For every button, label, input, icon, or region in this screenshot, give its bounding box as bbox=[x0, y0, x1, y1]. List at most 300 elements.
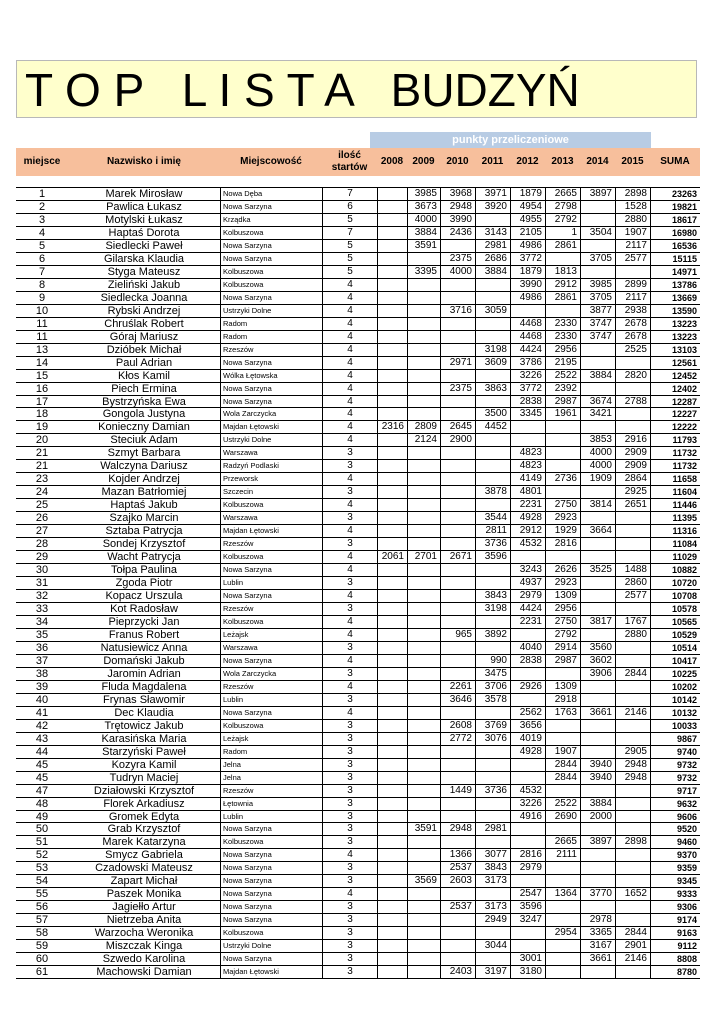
place-cell: 32 bbox=[35, 590, 49, 602]
table-row bbox=[16, 914, 700, 927]
year-2009-cell bbox=[407, 720, 440, 732]
sum-cell: 10033 bbox=[650, 720, 700, 732]
city-cell: Warszawa bbox=[220, 447, 322, 459]
year-2014-cell: 3884 bbox=[580, 370, 615, 382]
table-row bbox=[16, 383, 700, 396]
year-2013-cell: 2798 bbox=[545, 201, 580, 213]
place-cell: 29 bbox=[35, 551, 49, 564]
year-2010-cell: 2671 bbox=[440, 551, 475, 563]
year-2011-cell: 3198 bbox=[475, 344, 510, 356]
year-2012-cell: 3226 bbox=[510, 370, 545, 382]
year-2012-cell: 3772 bbox=[510, 253, 545, 265]
name-cell: Marek Mirosław bbox=[105, 188, 183, 200]
name-cell: Frynas Sławomir bbox=[103, 693, 185, 706]
year-2009-cell bbox=[407, 460, 440, 472]
year-2013-cell: 1813 bbox=[545, 266, 580, 278]
year-2011-cell bbox=[475, 798, 510, 810]
year-2012-cell: 4955 bbox=[510, 214, 545, 226]
year-2013-cell: 2923 bbox=[545, 577, 580, 589]
year-2011-cell: 3044 bbox=[475, 940, 510, 952]
year-2011-cell bbox=[475, 953, 510, 965]
place-cell: 59 bbox=[35, 940, 49, 953]
name-cell: Piech Ermina bbox=[111, 382, 177, 395]
year-2009-cell bbox=[407, 318, 440, 330]
table-row bbox=[16, 408, 700, 421]
year-2012-cell: 3243 bbox=[510, 564, 545, 576]
year-2013-cell: 2111 bbox=[545, 849, 580, 861]
table-row bbox=[16, 862, 700, 875]
year-2013-cell: 1309 bbox=[545, 590, 580, 602]
year-2013-cell bbox=[545, 966, 580, 978]
year-2015-cell bbox=[615, 849, 650, 861]
year-2010-cell: 2772 bbox=[440, 733, 475, 745]
year-2013-cell: 1364 bbox=[545, 888, 580, 900]
city-cell: Nowa Sarzyna bbox=[220, 823, 322, 835]
year-2013-cell: 2987 bbox=[545, 396, 580, 408]
year-2014-cell: 3560 bbox=[580, 642, 615, 654]
name-cell: Zgoda Piotr bbox=[115, 577, 173, 590]
year-2010-cell bbox=[440, 473, 475, 485]
year-2008-cell bbox=[377, 642, 407, 654]
place-cell: 19 bbox=[35, 421, 49, 434]
city-cell: Kolbuszowa bbox=[220, 927, 322, 939]
table-row bbox=[16, 188, 700, 201]
year-2008-cell: 2316 bbox=[377, 421, 407, 433]
name-cell: Nietrzeba Anita bbox=[106, 914, 182, 927]
year-2008-cell bbox=[377, 344, 407, 356]
starts-cell: 4 bbox=[322, 888, 377, 900]
year-2013-cell: 2665 bbox=[545, 188, 580, 200]
year-2015-cell bbox=[615, 694, 650, 706]
year-2010-cell bbox=[440, 655, 475, 667]
year-2010-cell bbox=[440, 772, 475, 784]
name-cell: Tołpa Paulina bbox=[110, 564, 178, 577]
starts-cell: 3 bbox=[322, 798, 377, 810]
year-2013-cell: 2861 bbox=[545, 292, 580, 304]
year-2015-cell: 2117 bbox=[615, 292, 650, 304]
city-cell: Nowa Sarzyna bbox=[220, 655, 322, 667]
year-2012-cell: 4954 bbox=[510, 201, 545, 213]
year-2012-cell: 3180 bbox=[510, 966, 545, 978]
year-2010-cell: 2900 bbox=[440, 434, 475, 446]
name-cell: Tudryn Maciej bbox=[109, 771, 179, 784]
table-row bbox=[16, 927, 700, 940]
year-2014-cell: 3906 bbox=[580, 668, 615, 680]
year-2011-cell bbox=[475, 434, 510, 446]
year-2011-cell bbox=[475, 564, 510, 576]
year-2010-cell bbox=[440, 525, 475, 537]
starts-cell: 3 bbox=[322, 927, 377, 939]
name-cell: Domański Jakub bbox=[103, 654, 185, 667]
year-2008-cell bbox=[377, 681, 407, 693]
year-2013-cell: 2816 bbox=[545, 538, 580, 550]
name-cell: Styga Mateusz bbox=[107, 265, 181, 278]
year-2009-cell bbox=[407, 279, 440, 291]
place-cell: 10 bbox=[35, 304, 49, 317]
year-2010-cell bbox=[440, 707, 475, 719]
place-cell: 60 bbox=[35, 953, 49, 966]
year-2014-cell bbox=[580, 849, 615, 861]
year-2014-cell: 3525 bbox=[580, 564, 615, 576]
year-2008-cell bbox=[377, 396, 407, 408]
starts-cell: 3 bbox=[322, 966, 377, 978]
place-cell: 54 bbox=[35, 875, 49, 888]
year-2014-cell bbox=[580, 603, 615, 615]
ranking-table bbox=[16, 187, 700, 979]
year-2012-cell: 4801 bbox=[510, 486, 545, 498]
year-2012-cell: 3772 bbox=[510, 383, 545, 395]
sum-cell: 11029 bbox=[650, 551, 700, 563]
year-2012-cell: 3345 bbox=[510, 408, 545, 420]
year-2010-cell bbox=[440, 396, 475, 408]
starts-cell: 3 bbox=[322, 720, 377, 732]
name-cell: Kopacz Urszula bbox=[105, 590, 183, 602]
year-2013-cell bbox=[545, 253, 580, 265]
year-2012-cell: 4823 bbox=[510, 447, 545, 459]
year-2012-cell bbox=[510, 434, 545, 446]
year-2008-cell bbox=[377, 823, 407, 835]
year-2009-cell: 2701 bbox=[407, 551, 440, 563]
starts-cell: 4 bbox=[322, 370, 377, 382]
year-2014-cell: 3664 bbox=[580, 525, 615, 537]
name-cell: Florek Arkadiusz bbox=[103, 797, 185, 810]
sum-cell: 9717 bbox=[650, 785, 700, 797]
header-2010: 2010 bbox=[446, 156, 469, 167]
name-cell: Sztaba Patrycja bbox=[105, 525, 183, 538]
year-2008-cell bbox=[377, 914, 407, 926]
year-2012-cell bbox=[510, 421, 545, 433]
year-2012-cell bbox=[510, 305, 545, 317]
year-2008-cell bbox=[377, 292, 407, 304]
year-2009-cell bbox=[407, 370, 440, 382]
city-cell: Nowa Sarzyna bbox=[220, 901, 322, 913]
place-cell: 11 bbox=[36, 330, 48, 343]
year-2013-cell: 2690 bbox=[545, 811, 580, 823]
starts-cell: 4 bbox=[322, 655, 377, 667]
year-2011-cell: 3544 bbox=[475, 512, 510, 524]
year-2008-cell bbox=[377, 616, 407, 628]
year-2009-cell bbox=[407, 253, 440, 265]
name-cell: Starzyński Paweł bbox=[102, 745, 186, 758]
starts-cell: 3 bbox=[322, 642, 377, 654]
table-row bbox=[16, 512, 700, 525]
year-2015-cell: 2860 bbox=[615, 577, 650, 589]
year-2008-cell bbox=[377, 240, 407, 252]
year-2015-cell: 2948 bbox=[615, 772, 650, 784]
year-2010-cell: 2603 bbox=[440, 875, 475, 887]
year-2013-cell: 1 bbox=[545, 227, 580, 239]
year-2009-cell bbox=[407, 681, 440, 693]
city-cell: Nowa Sarzyna bbox=[220, 240, 322, 252]
year-2013-cell: 2522 bbox=[545, 798, 580, 810]
starts-cell: 3 bbox=[322, 772, 377, 784]
table-row bbox=[16, 473, 700, 486]
sum-cell: 10708 bbox=[650, 590, 700, 602]
name-cell: Gongola Justyna bbox=[102, 408, 186, 421]
sum-cell: 9732 bbox=[650, 772, 700, 784]
table-row bbox=[16, 694, 700, 707]
starts-cell: 4 bbox=[322, 525, 377, 537]
year-2010-cell: 3968 bbox=[440, 188, 475, 200]
year-2015-cell bbox=[615, 798, 650, 810]
year-2012-cell: 3656 bbox=[510, 720, 545, 732]
sum-cell: 13103 bbox=[650, 344, 700, 356]
sum-cell: 13590 bbox=[650, 305, 700, 317]
year-2015-cell bbox=[615, 383, 650, 395]
table-row bbox=[16, 434, 700, 447]
name-cell: Kot Radosław bbox=[110, 603, 178, 615]
year-2010-cell: 4000 bbox=[440, 266, 475, 278]
year-2008-cell bbox=[377, 214, 407, 226]
year-2012-cell: 4019 bbox=[510, 733, 545, 745]
year-2013-cell bbox=[545, 486, 580, 498]
year-2013-cell: 2736 bbox=[545, 473, 580, 485]
city-cell: Nowa Sarzyna bbox=[220, 253, 322, 265]
year-2015-cell: 2901 bbox=[615, 940, 650, 952]
year-2011-cell: 3500 bbox=[475, 408, 510, 420]
year-2015-cell bbox=[615, 862, 650, 874]
year-2013-cell: 2330 bbox=[545, 318, 580, 330]
place-cell: 3 bbox=[38, 213, 46, 226]
year-2008-cell bbox=[377, 538, 407, 550]
year-2013-cell: 2987 bbox=[545, 655, 580, 667]
year-2009-cell bbox=[407, 798, 440, 810]
name-cell: Grab Krzysztof bbox=[107, 823, 181, 836]
year-2011-cell: 2949 bbox=[475, 914, 510, 926]
name-cell: Rybski Andrzej bbox=[107, 304, 181, 317]
year-2014-cell bbox=[580, 733, 615, 745]
city-cell: Ustrzyki Dolne bbox=[220, 434, 322, 446]
year-2010-cell bbox=[440, 447, 475, 459]
year-2015-cell: 2525 bbox=[615, 344, 650, 356]
year-2009-cell bbox=[407, 966, 440, 978]
year-2011-cell bbox=[475, 447, 510, 459]
starts-cell: 4 bbox=[322, 434, 377, 446]
starts-cell: 3 bbox=[322, 447, 377, 459]
year-2009-cell bbox=[407, 538, 440, 550]
year-2012-cell bbox=[510, 694, 545, 706]
name-cell: Szmyt Barbara bbox=[107, 447, 181, 460]
year-2011-cell: 3578 bbox=[475, 694, 510, 706]
year-2014-cell: 3705 bbox=[580, 292, 615, 304]
year-2015-cell: 1488 bbox=[615, 564, 650, 576]
year-2013-cell bbox=[545, 720, 580, 732]
year-2008-cell bbox=[377, 383, 407, 395]
year-2015-cell: 2916 bbox=[615, 434, 650, 446]
year-2014-cell bbox=[580, 629, 615, 641]
sum-cell: 10514 bbox=[650, 642, 700, 654]
name-cell: Sondej Krzysztof bbox=[102, 538, 186, 551]
place-cell: 27 bbox=[35, 525, 49, 538]
name-cell: Walczyna Dariusz bbox=[100, 460, 188, 473]
table-row bbox=[16, 227, 700, 240]
year-2009-cell bbox=[407, 746, 440, 758]
year-2010-cell: 3990 bbox=[440, 214, 475, 226]
year-2009-cell bbox=[407, 577, 440, 589]
year-2012-cell: 2562 bbox=[510, 707, 545, 719]
year-2009-cell bbox=[407, 849, 440, 861]
starts-cell: 5 bbox=[322, 253, 377, 265]
year-2011-cell bbox=[475, 318, 510, 330]
year-2010-cell bbox=[440, 836, 475, 848]
name-cell: Zapart Michał bbox=[110, 875, 178, 888]
year-2010-cell bbox=[440, 642, 475, 654]
year-2015-cell bbox=[615, 357, 650, 369]
city-cell: Kolbuszowa bbox=[220, 227, 322, 239]
points-header: punkty przeliczeniowe bbox=[370, 132, 651, 148]
place-cell: 45 bbox=[35, 771, 49, 784]
city-cell: Ustrzyki Dolne bbox=[220, 305, 322, 317]
year-2009-cell bbox=[407, 473, 440, 485]
year-2009-cell bbox=[407, 486, 440, 498]
starts-cell: 4 bbox=[322, 707, 377, 719]
year-2010-cell bbox=[440, 370, 475, 382]
place-cell: 23 bbox=[35, 473, 49, 486]
city-cell: Radom bbox=[220, 318, 322, 330]
year-2008-cell bbox=[377, 603, 407, 615]
year-2014-cell bbox=[580, 694, 615, 706]
year-2010-cell: 2608 bbox=[440, 720, 475, 732]
year-2012-cell bbox=[510, 551, 545, 563]
year-2015-cell: 2899 bbox=[615, 279, 650, 291]
name-cell: Miszczak Kinga bbox=[105, 940, 183, 953]
city-cell: Przeworsk bbox=[220, 473, 322, 485]
city-cell: Nowa Sarzyna bbox=[220, 396, 322, 408]
starts-cell: 3 bbox=[322, 940, 377, 952]
year-2014-cell: 3602 bbox=[580, 655, 615, 667]
city-cell: Rzeszów bbox=[220, 785, 322, 797]
year-2015-cell: 2788 bbox=[615, 396, 650, 408]
year-2015-cell: 2844 bbox=[615, 668, 650, 680]
sum-cell: 10202 bbox=[650, 681, 700, 693]
year-2012-cell: 2838 bbox=[510, 655, 545, 667]
header-name: Nazwisko i imię bbox=[107, 156, 181, 167]
year-2014-cell: 4000 bbox=[580, 447, 615, 459]
sum-cell: 9112 bbox=[650, 940, 700, 952]
name-cell: Haptaś Dorota bbox=[108, 226, 180, 239]
year-2009-cell bbox=[407, 525, 440, 537]
table-row bbox=[16, 292, 700, 305]
starts-cell: 4 bbox=[322, 421, 377, 433]
starts-cell: 3 bbox=[322, 694, 377, 706]
year-2015-cell bbox=[615, 811, 650, 823]
year-2015-cell bbox=[615, 538, 650, 550]
year-2008-cell bbox=[377, 720, 407, 732]
place-cell: 8 bbox=[38, 278, 46, 291]
place-cell: 6 bbox=[38, 252, 46, 265]
year-2008-cell bbox=[377, 759, 407, 771]
sum-cell: 11732 bbox=[650, 460, 700, 472]
year-2013-cell bbox=[545, 901, 580, 913]
table-row bbox=[16, 201, 700, 214]
year-2008-cell bbox=[377, 629, 407, 641]
year-2014-cell: 3421 bbox=[580, 408, 615, 420]
sum-cell: 11732 bbox=[650, 447, 700, 459]
year-2009-cell bbox=[407, 953, 440, 965]
header-2008: 2008 bbox=[380, 156, 404, 167]
year-2008-cell bbox=[377, 512, 407, 524]
starts-cell: 3 bbox=[322, 914, 377, 926]
year-2014-cell bbox=[580, 720, 615, 732]
year-2011-cell: 4452 bbox=[475, 421, 510, 433]
year-2010-cell: 2375 bbox=[440, 253, 475, 265]
starts-cell: 4 bbox=[322, 551, 377, 563]
year-2014-cell bbox=[580, 966, 615, 978]
sum-cell: 15115 bbox=[650, 253, 700, 265]
year-2008-cell bbox=[377, 357, 407, 369]
sum-cell: 9732 bbox=[650, 759, 700, 771]
table-row bbox=[16, 875, 700, 888]
year-2015-cell: 2117 bbox=[615, 240, 650, 252]
year-2012-cell: 1879 bbox=[510, 266, 545, 278]
year-2015-cell: 2678 bbox=[615, 331, 650, 343]
year-2009-cell bbox=[407, 564, 440, 576]
name-cell: Góraj Mariusz bbox=[109, 330, 179, 343]
year-2014-cell bbox=[580, 383, 615, 395]
name-cell: Jagiełło Artur bbox=[112, 901, 176, 914]
place-cell: 48 bbox=[35, 797, 49, 810]
year-2010-cell: 2948 bbox=[440, 201, 475, 213]
year-2012-cell: 4149 bbox=[510, 473, 545, 485]
sum-cell: 14971 bbox=[650, 266, 700, 278]
starts-cell: 4 bbox=[322, 616, 377, 628]
year-2010-cell bbox=[440, 798, 475, 810]
year-2010-cell bbox=[440, 577, 475, 589]
starts-cell: 4 bbox=[322, 331, 377, 343]
city-cell: Łętownia bbox=[220, 798, 322, 810]
starts-cell: 7 bbox=[322, 188, 377, 200]
year-2012-cell: 2816 bbox=[510, 849, 545, 861]
year-2011-cell: 3609 bbox=[475, 357, 510, 369]
starts-cell: 3 bbox=[322, 746, 377, 758]
name-cell: Mazan Batrłomiej bbox=[101, 486, 187, 499]
year-2010-cell bbox=[440, 914, 475, 926]
place-cell: 15 bbox=[35, 369, 49, 382]
year-2008-cell bbox=[377, 486, 407, 498]
name-cell: Pawlica Łukasz bbox=[106, 200, 182, 213]
year-2013-cell: 1309 bbox=[545, 681, 580, 693]
city-cell: Nowa Sarzyna bbox=[220, 862, 322, 874]
year-2012-cell bbox=[510, 940, 545, 952]
sum-cell: 9345 bbox=[650, 875, 700, 887]
city-cell: Nowa Sarzyna bbox=[220, 914, 322, 926]
city-cell: Jelna bbox=[220, 772, 322, 784]
year-2009-cell bbox=[407, 603, 440, 615]
year-2015-cell bbox=[615, 551, 650, 563]
starts-cell: 4 bbox=[322, 408, 377, 420]
year-2015-cell: 2820 bbox=[615, 370, 650, 382]
starts-cell: 3 bbox=[322, 823, 377, 835]
city-cell: Kolbuszowa bbox=[220, 836, 322, 848]
table-row bbox=[16, 499, 700, 512]
year-2011-cell bbox=[475, 927, 510, 939]
name-cell: Pieprzycki Jan bbox=[108, 615, 180, 628]
year-2015-cell: 2925 bbox=[615, 486, 650, 498]
name-cell: Kozyra Kamil bbox=[111, 758, 177, 771]
table-row bbox=[16, 525, 700, 538]
sum-cell: 12402 bbox=[650, 383, 700, 395]
year-2010-cell: 2537 bbox=[440, 901, 475, 913]
year-2012-cell bbox=[510, 759, 545, 771]
name-cell: Franus Robert bbox=[108, 628, 180, 641]
year-2011-cell: 3892 bbox=[475, 629, 510, 641]
table-row bbox=[16, 720, 700, 733]
city-cell: Radom bbox=[220, 331, 322, 343]
header-2013: 2013 bbox=[551, 156, 574, 167]
sum-cell: 11395 bbox=[650, 512, 700, 524]
header-place: miejsce bbox=[23, 156, 61, 167]
year-2012-cell: 2912 bbox=[510, 525, 545, 537]
